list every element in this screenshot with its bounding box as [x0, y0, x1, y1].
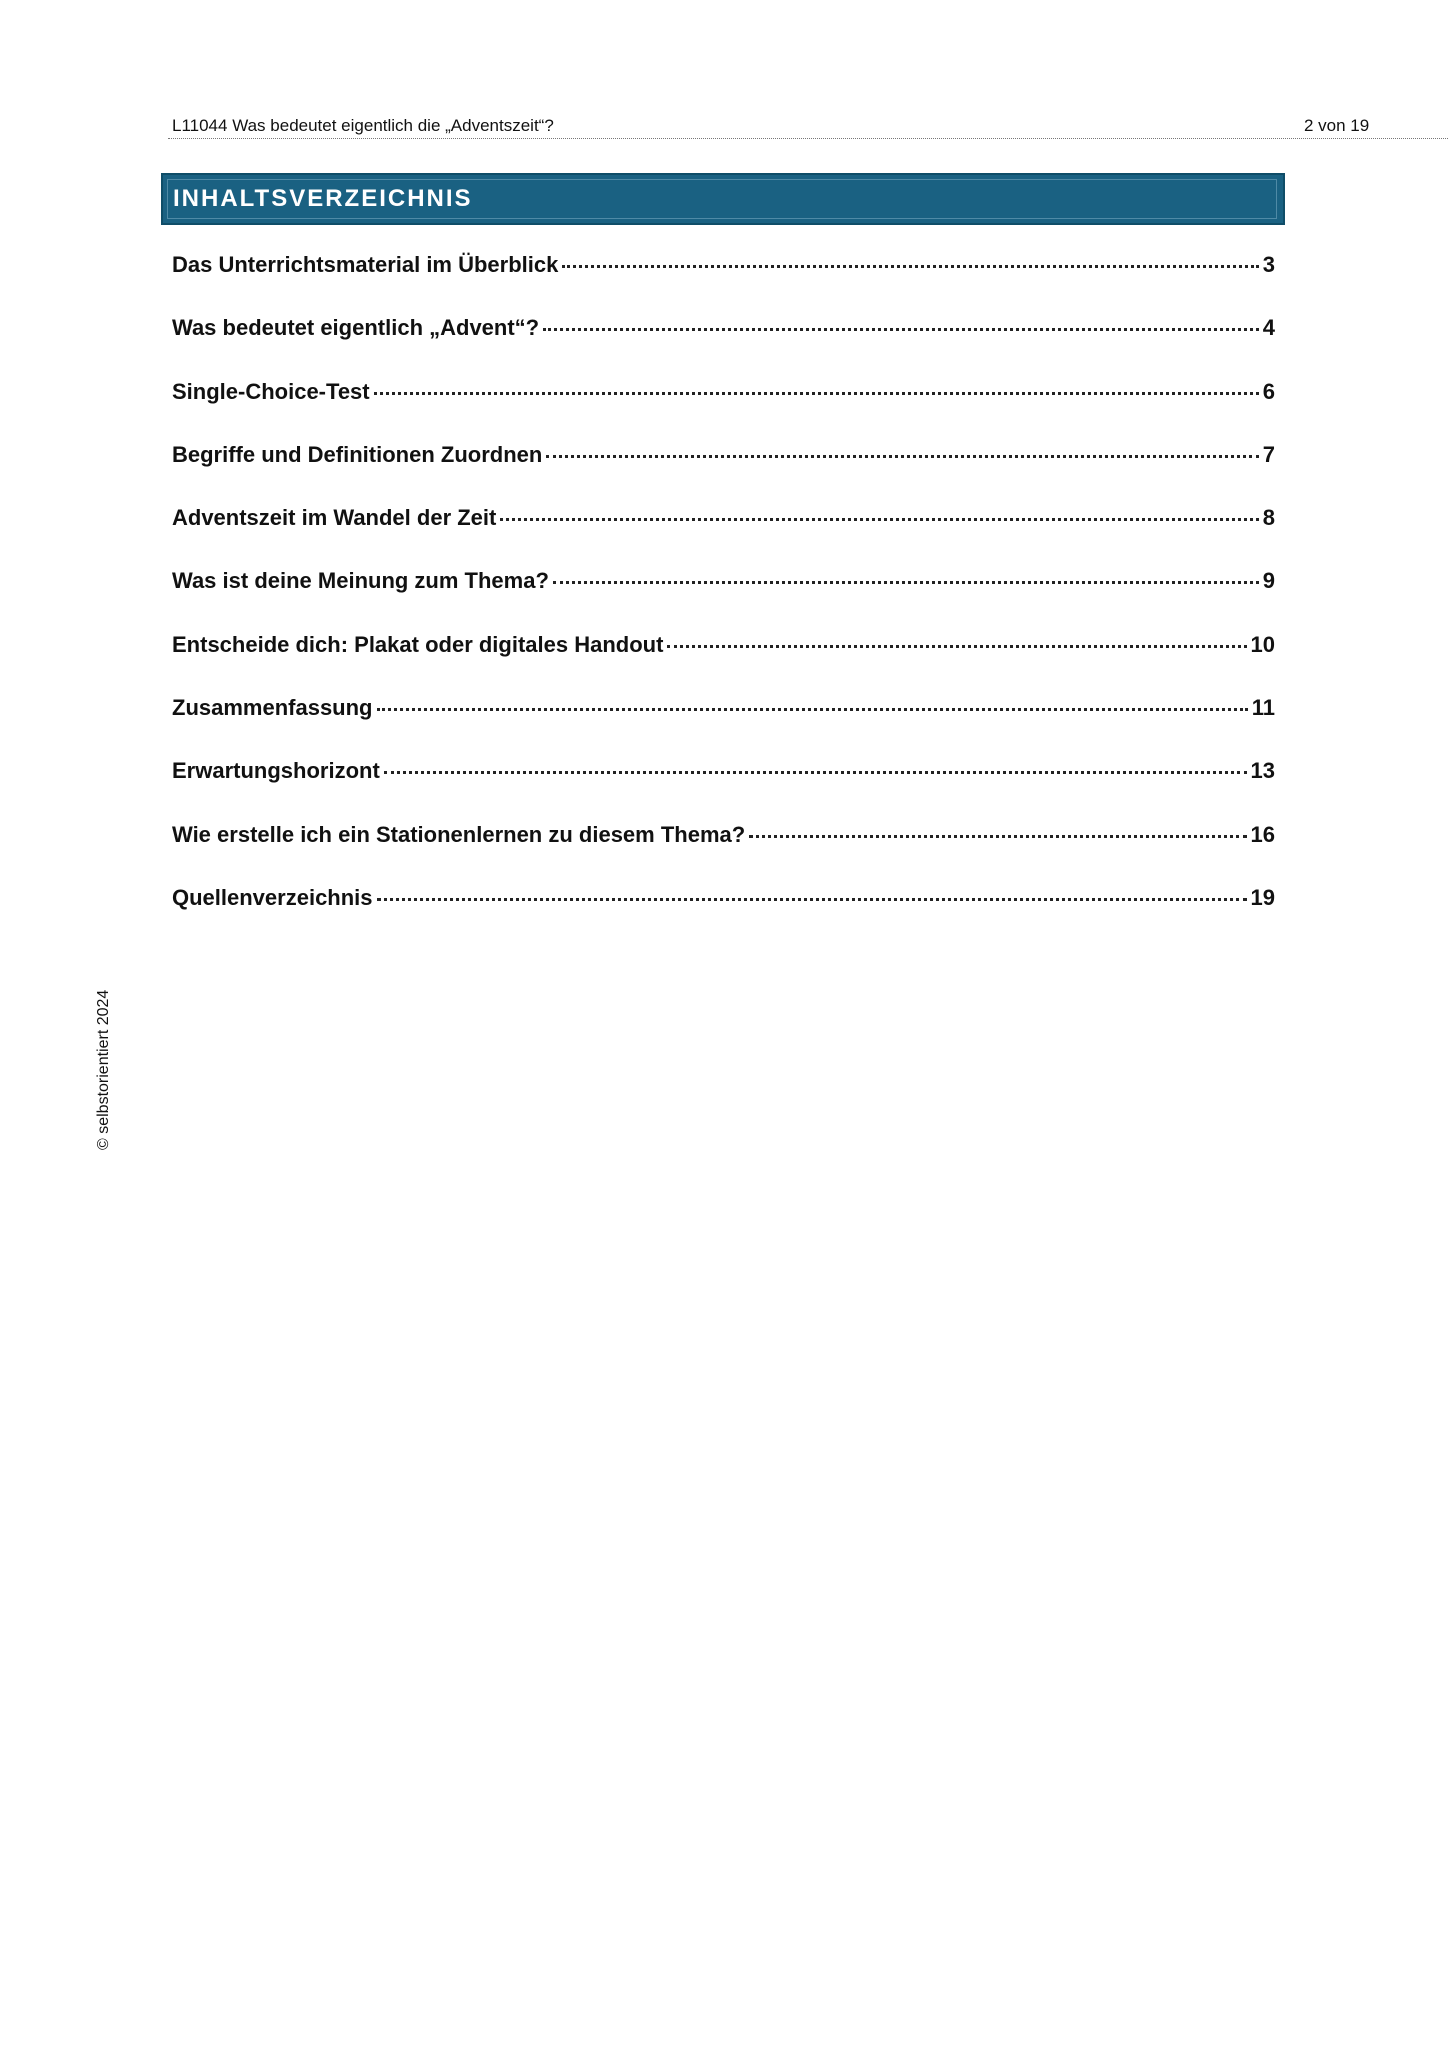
toc-entry-page: 16	[1250, 821, 1275, 847]
toc-entry[interactable]	[172, 252, 1275, 315]
toc-entry-label: Das Unterrichtsmaterial im Überblick	[172, 252, 559, 277]
toc-entry[interactable]	[172, 568, 1275, 631]
toc-dot-leader	[667, 645, 1246, 648]
page-indicator: 2 von 19	[1304, 116, 1370, 135]
toc-entry[interactable]	[172, 315, 1275, 378]
toc-entry-label: Wie erstelle ich ein Stationenlernen zu diesem Thema?	[172, 821, 746, 847]
toc-entry-page: 6	[1262, 378, 1275, 404]
toc-entry[interactable]	[172, 632, 1275, 695]
toc-dot-leader	[546, 455, 1258, 458]
toc-dot-leader	[377, 898, 1247, 901]
toc-entry-page: 7	[1262, 441, 1275, 467]
toc-heading: INHALTSVERZEICHNIS	[173, 185, 473, 212]
toc-entry-page: 8	[1262, 505, 1275, 531]
toc-entry-label: Single-Choice-Test	[172, 378, 370, 404]
toc-dot-leader	[377, 708, 1248, 711]
toc-entry-page: 13	[1250, 758, 1275, 784]
toc-entry-page: 11	[1251, 695, 1275, 721]
toc-list	[172, 252, 1275, 948]
toc-entry-page: 10	[1250, 631, 1275, 657]
toc-dot-leader	[749, 835, 1246, 838]
toc-entry-label: Was ist deine Meinung zum Thema?	[172, 568, 549, 594]
toc-entry-label: Begriffe und Definitionen Zuordnen	[172, 441, 543, 467]
toc-entry[interactable]	[172, 379, 1275, 442]
toc-dot-leader	[374, 392, 1259, 395]
toc-entry-label: Quellenverzeichnis	[172, 884, 373, 910]
page-header	[168, 112, 1448, 139]
toc-entry-label: Adventszeit im Wandel der Zeit	[172, 505, 497, 531]
toc-entry-page: 9	[1262, 568, 1275, 594]
toc-entry[interactable]	[172, 758, 1275, 821]
copyright-notice: © selbstorientiert 2024	[95, 989, 112, 1150]
toc-entry[interactable]	[172, 505, 1275, 568]
toc-heading-bar	[161, 173, 1285, 225]
toc-entry[interactable]	[172, 695, 1275, 758]
toc-entry-page: 4	[1262, 315, 1275, 341]
toc-entry[interactable]	[172, 442, 1275, 505]
toc-entry-label: Entscheide dich: Plakat oder digitales Handout	[172, 631, 664, 657]
toc-dot-leader	[384, 771, 1247, 774]
document-title: L11044 Was bedeutet eigentlich die „Adventszeit“?	[172, 116, 554, 135]
toc-entry-page: 19	[1250, 884, 1275, 910]
toc-dot-leader	[553, 581, 1259, 584]
toc-entry-label: Zusammenfassung	[172, 695, 373, 721]
toc-dot-leader	[543, 328, 1259, 331]
toc-dot-leader	[562, 265, 1258, 268]
toc-entry[interactable]	[172, 822, 1275, 885]
toc-entry[interactable]	[172, 885, 1275, 948]
toc-entry-page: 3	[1262, 252, 1275, 277]
toc-entry-label: Erwartungshorizont	[172, 758, 380, 784]
toc-entry-label: Was bedeutet eigentlich „Advent“?	[172, 315, 540, 341]
toc-dot-leader	[500, 518, 1258, 521]
